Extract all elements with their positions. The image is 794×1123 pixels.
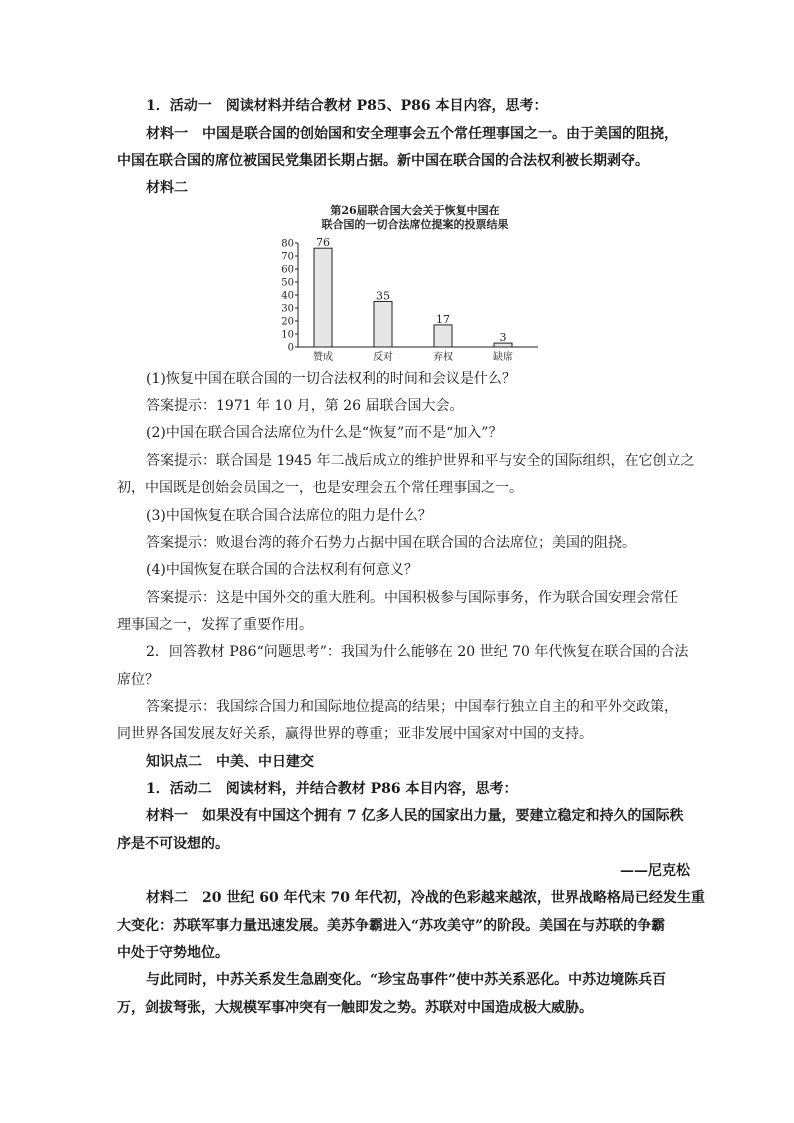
chart-categories	[313, 350, 513, 363]
knowledge-point-2-heading: 知识点二 中美、中日建交	[146, 754, 314, 770]
vote-result-chart	[270, 203, 560, 363]
y-tick-label: 70	[281, 251, 294, 263]
category-label: 弃权	[433, 352, 453, 363]
material-one-text-cont: 中国在联合国的席位被国民党集团长期占据。新中国在联合国的合法权利被长期剥夺。	[117, 153, 649, 169]
question-2: (2)中国在联合国合法席位为什么是“恢复”而不是“加入”？	[146, 425, 503, 441]
y-tick-label: 50	[281, 277, 294, 289]
chart-bars	[314, 248, 512, 347]
answer-4-cont: 理事国之一，发挥了重要作用。	[117, 617, 313, 633]
chart-data-labels	[316, 236, 507, 344]
chart-title-line1: 第26届联合国大会关于恢复中国在	[330, 204, 500, 217]
question-4: (4)中国恢复在联合国的合法权利有何意义？	[146, 562, 418, 578]
activity-two-heading: 1．活动二 阅读材料，并结合教材 P86 本目内容，思考：	[146, 781, 518, 797]
answer-3: 答案提示：败退台湾的蒋介石势力占据中国在联合国的合法席位；美国的阻挠。	[146, 535, 636, 551]
y-tick-label: 40	[281, 290, 294, 302]
bar-value-label: 3	[499, 331, 507, 345]
answer-2-cont: 初，中国既是创始会员国之一，也是安理会五个常任理事国之一。	[117, 480, 523, 496]
question-5-cont: 席位？	[117, 672, 159, 688]
category-label: 反对	[373, 352, 393, 363]
chart-y-ticks	[281, 239, 298, 354]
activity-one-heading: 1．活动一 阅读材料并结合教材 P85、P86 本目内容，思考：	[146, 98, 548, 114]
answer-2: 答案提示：联合国是 1945 年二战后成立的维护世界和平与安全的国际组织，在它创立之	[146, 453, 695, 469]
material-two-label: 材料二	[146, 180, 188, 196]
material-one-text: 材料一 中国是联合国的创始国和安全理事会五个常任理事国之一。由于美国的阻挠，	[146, 126, 678, 142]
y-tick-label: 80	[281, 238, 294, 250]
question-3: (3)中国恢复在联合国合法席位的阻力是什么？	[146, 508, 432, 524]
bar-1	[374, 302, 392, 348]
y-tick-label: 20	[281, 316, 294, 328]
category-label: 赞成	[313, 352, 333, 363]
activity-two-material-two-cont1: 大变化：苏联军事力量迅速发展。美苏争霸进入“苏攻美守”的阶段。美国在与苏联的争霸	[117, 918, 666, 934]
answer-5-cont: 同世界各国发展友好关系，赢得世界的尊重；亚非发展中国家对中国的支持。	[117, 726, 593, 742]
sino-soviet-paragraph: 与此同时，中苏关系发生急剧变化。“珍宝岛事件”使中苏关系恶化。中苏边境陈兵百	[146, 972, 667, 988]
activity-two-material-one: 材料一 如果没有中国这个拥有 7 亿多人民的国家出力量，要建立稳定和持久的国际秩	[146, 808, 684, 824]
activity-two-material-two-cont2: 中处于守势地位。	[117, 945, 229, 961]
bar-value-label: 76	[316, 236, 330, 250]
category-label: 缺席	[493, 352, 513, 363]
bar-value-label: 35	[376, 289, 390, 303]
question-1: (1)恢复中国在联合国的一切合法权利的时间和会议是什么？	[146, 371, 516, 387]
y-tick-label: 10	[281, 329, 294, 341]
activity-two-material-two: 材料二 20 世纪 60 年代末 70 年代初，冷战的色彩越来越浓，世界战略格局已经发生重	[146, 890, 705, 906]
bar-value-label: 17	[436, 312, 450, 326]
answer-1: 答案提示：1971 年 10 月，第 26 届联合国大会。	[146, 398, 464, 414]
bar-0	[314, 248, 332, 347]
activity-two-material-one-cont: 序是不可设想的。	[117, 836, 229, 852]
sino-soviet-paragraph-cont: 万，剑拔弩张，大规模军事冲突有一触即发之势。苏联对中国造成极大威胁。	[117, 1000, 593, 1016]
vote-bar-chart-svg	[270, 203, 560, 363]
y-tick-label: 30	[281, 303, 294, 315]
chart-title-line2: 联合国的一切合法席位提案的投票结果	[321, 218, 509, 231]
question-5: 2．回答教材 P86“问题思考”：我国为什么能够在 20 世纪 70 年代恢复在联合国的合法	[146, 644, 689, 660]
y-tick-label: 60	[281, 264, 294, 276]
answer-4: 答案提示：这是中国外交的重大胜利。中国积极参与国际事务，作为联合国安理会常任	[146, 590, 678, 606]
quote-signature: ——尼克松	[620, 863, 690, 879]
answer-5: 答案提示：我国综合国力和国际地位提高的结果；中国奉行独立自主的和平外交政策，	[146, 699, 678, 715]
bar-2	[434, 325, 452, 347]
y-tick-label: 0	[287, 342, 294, 354]
